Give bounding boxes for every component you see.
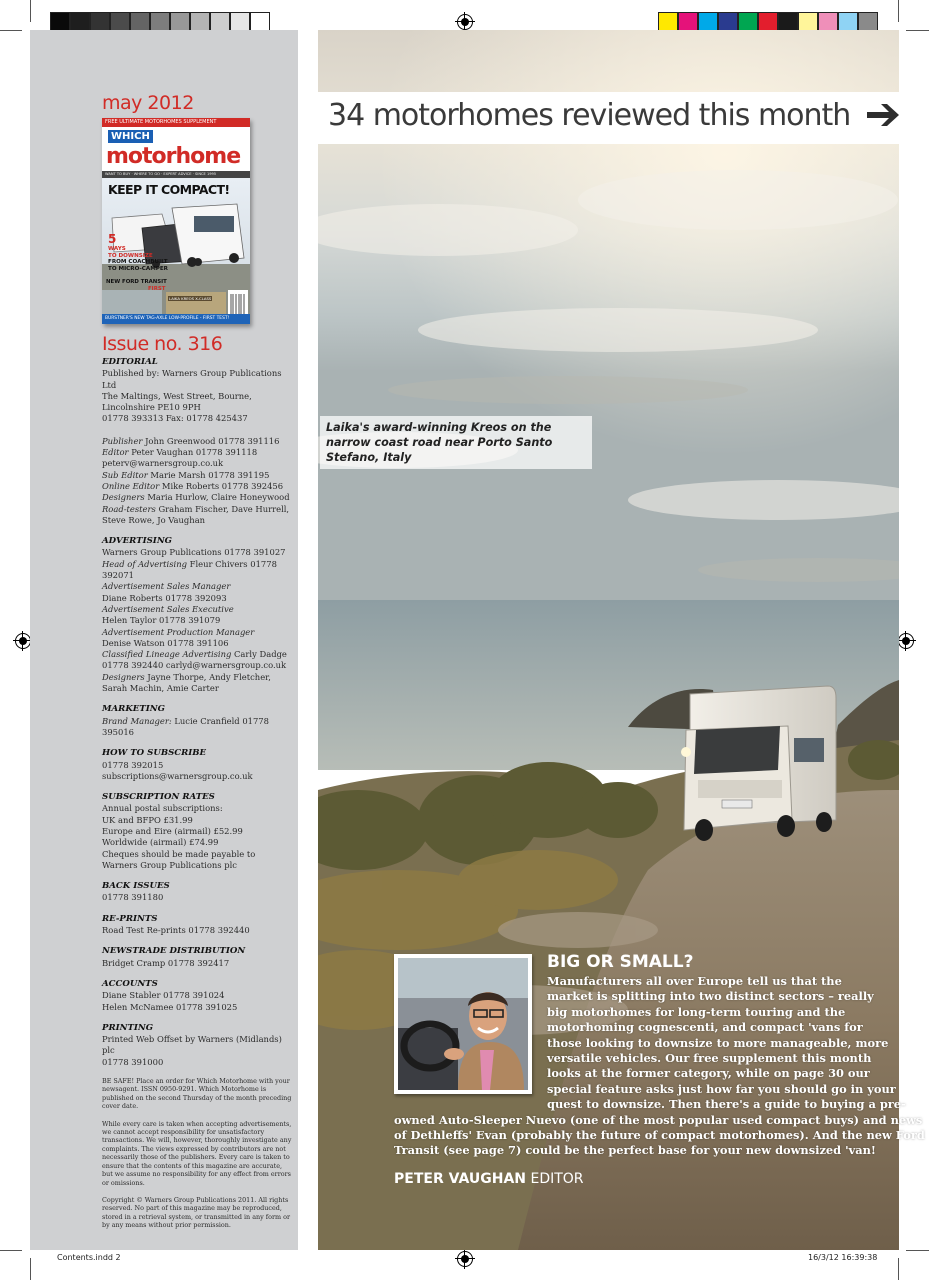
credits-line: Cheques should be made payable to (102, 848, 256, 859)
issue-number: Issue no. 316 (102, 333, 223, 355)
credits-role-line (102, 672, 292, 683)
credits-role-line (102, 604, 292, 615)
headline (328, 98, 905, 133)
credits-line: Lincolnshire PE10 9PH (102, 402, 201, 413)
credits-role-line (102, 481, 292, 492)
crop-mark (30, 0, 31, 22)
editor-signature (394, 1171, 584, 1187)
headline-text: 34 motorhomes reviewed this month (328, 98, 851, 133)
cover-title: motorhome (106, 144, 241, 169)
credits-role: Brand Manager: (102, 715, 172, 726)
credits-role: Sub Editor (102, 469, 148, 480)
registration-mark-right (898, 633, 914, 649)
crop-mark (906, 1250, 929, 1251)
credits-line: 01778 392440 carlyd@warnersgroup.co.uk (102, 660, 287, 671)
process-swatch (698, 12, 718, 32)
cover-sell-line: FROM COACHBUILT (108, 259, 168, 266)
registration-mark-top (457, 14, 473, 30)
crop-mark (898, 1258, 899, 1280)
credits-role: Designers (102, 492, 145, 503)
magazine-cover (102, 118, 250, 324)
editor-role: EDITOR (530, 1171, 584, 1187)
editorial-line: Transit (see page 7) could be the perfect base for your new downsized 'van! (394, 1143, 876, 1158)
editorial-line: owned Auto-Sleeper Nuevo (one of the most popular used compact buys) and news (394, 1112, 923, 1127)
credits-role-line (102, 470, 292, 481)
cover-ford-label: NEW FORD TRANSIT (106, 279, 167, 285)
greyscale-colour-bar (50, 12, 270, 32)
process-swatch (778, 12, 798, 32)
editorial-line: special feature asks just how far you should go in your (547, 1081, 896, 1096)
cover-sell-number: 5 (108, 232, 117, 246)
credits-line: peterv@warnersgroup.co.uk (102, 458, 224, 469)
credits-line: Diane Stabler 01778 391024 (102, 990, 225, 1001)
credits-role-line (102, 492, 292, 503)
credits-line: 01778 392015 subscriptions@warnersgroup.co.uk (102, 759, 253, 781)
editorial-line: big motorhomes for long-term touring and the (547, 1004, 846, 1019)
photo-caption: Laika's award-winning Kreos on the narrow coast road near Porto Santo Stefano, Italy (320, 416, 592, 469)
credits-role: Editor (102, 447, 129, 458)
cover-sell-text (108, 246, 168, 272)
small-print: BE SAFE! Place an order for Which Motorhome with your newsagent. ISSN 0950-9291. Which Motorhome is published on the second Thursday of the month preceding cover date. (102, 1077, 292, 1111)
credits-role: Head of Advertising (102, 558, 187, 569)
grey-swatch (90, 12, 110, 32)
grey-swatch (190, 12, 210, 32)
grey-swatch (70, 12, 90, 32)
arrow-right-icon (865, 101, 905, 129)
cover-strap: WANT TO BUY · WHERE TO GO · EXPERT ADVICE · SINCE 1995 (102, 171, 250, 178)
credits-heading: HOW TO SUBSCRIBE (102, 748, 207, 759)
process-swatch (678, 12, 698, 32)
credits-line: 01778 391180 (102, 892, 164, 903)
credits-role-line (102, 436, 292, 447)
cover-laika-label: LAIKA KREOS X-CLASS (169, 296, 212, 301)
crop-mark (0, 1250, 22, 1251)
process-swatch (718, 12, 738, 32)
credits-person: Graham Fischer, Dave Hurrell, (155, 503, 290, 514)
process-swatch (738, 12, 758, 32)
credits-person: Mike Roberts 01778 392456 (159, 480, 284, 491)
grey-swatch (230, 12, 250, 32)
credits-role: Classified Lineage Advertising (102, 649, 232, 660)
grey-swatch (150, 12, 170, 32)
credits-line: Steve Rowe, Jo Vaughan (102, 514, 206, 525)
credits-person: Lucie Cranfield 01778 395016 (102, 715, 269, 737)
slug-timestamp: 16/3/12 16:39:38 (808, 1253, 878, 1262)
credits-person: Carly Dadge (231, 649, 287, 660)
credits-heading: PRINTING (102, 1022, 154, 1033)
registration-mark-left (15, 633, 31, 649)
credits-role-line (102, 447, 292, 458)
credits-line: Bridget Cramp 01778 392417 (102, 957, 230, 968)
editor-name: PETER VAUGHAN (394, 1171, 527, 1187)
crop-mark (906, 30, 929, 31)
credits-block (102, 357, 292, 1230)
credits-person: John Greenwood 01778 391116 (142, 435, 280, 446)
credits-role: Advertisement Sales Executive (102, 603, 234, 614)
credits-line: Europe and Eire (airmail) £52.99 (102, 825, 243, 836)
credits-line: Printed Web Offset by Warners (Midlands) plc (102, 1034, 282, 1056)
editorial-line: those looking to downsize to more manageable, more (547, 1035, 889, 1050)
credits-person: Maria Hurlow, Claire Honeywood (144, 492, 290, 503)
credits-heading: MARKETING (102, 704, 165, 715)
credits-heading: ACCOUNTS (102, 978, 158, 989)
crop-mark (898, 0, 899, 22)
editor-portrait (394, 954, 532, 1094)
editorial-line: looks at the former category, while on page 30 our (547, 1066, 870, 1081)
credits-heading: RE-PRINTS (102, 913, 158, 924)
editorial-line: of Dethleffs' Evan (probably the future of compact motorhomes). And the new Ford (394, 1128, 925, 1142)
grey-swatch (130, 12, 150, 32)
process-swatch (818, 12, 838, 32)
process-swatch (838, 12, 858, 32)
credits-line: Warners Group Publications 01778 391027 (102, 547, 286, 558)
credits-role: Advertisement Production Manager (102, 626, 255, 637)
editor-photo-image (398, 958, 528, 1090)
cover-sell-line: TO MICRO-CAMPER (108, 265, 168, 272)
credits-person: Jayne Thorpe, Andy Fletcher, (144, 671, 271, 682)
slug-file-name: Contents.indd 2 (57, 1253, 121, 1262)
credits-role-line (102, 559, 292, 582)
registration-mark-bottom (457, 1251, 473, 1267)
small-print: While every care is taken when accepting advertisements, we cannot accept responsibility for unsatisfactory transactions. We will, however, thoroughly investigate any complaints. The views expressed by contributors are not necessarily those of the publishers. Every care is taken to ensure that the contents of this magazine are accurate, but we assume no responsibility for any effect from errors or omissions. (102, 1119, 292, 1187)
motorhome (681, 686, 836, 841)
credits-line: The Maltings, West Street, Bourne, (102, 390, 252, 401)
crop-mark (30, 1258, 31, 1280)
credits-gap (102, 425, 292, 436)
credits-line: Published by: Warners Group Publications Ltd (102, 368, 282, 390)
process-swatch (658, 12, 678, 32)
credits-role: Road-testers (102, 503, 156, 514)
cover-banner: FREE ULTIMATE MOTORHOMES SUPPLEMENT (102, 118, 250, 127)
small-print: Copyright © Warners Group Publications 2011. All rights reserved. No part of this magazine may be reproduced, stored in a retrieval system, or transmitted in any form or by any means without prior permission. (102, 1195, 291, 1230)
crop-mark (0, 30, 22, 31)
credits-role: Designers (102, 671, 145, 682)
credits-line: UK and BFPO £31.99 (102, 814, 193, 825)
credits-role: Advertisement Sales Manager (102, 581, 231, 592)
credits-heading: ADVERTISING (102, 536, 173, 547)
editorial-heading: BIG OR SMALL? (547, 952, 694, 972)
credits-line: Helen McNamee 01778 391025 (102, 1001, 238, 1012)
cover-footer: BURSTNER'S NEW TAG-AXLE LOW-PROFILE - FIRST TEST! (102, 314, 250, 324)
cover-first-badge: FIRST (148, 286, 166, 292)
credits-line: Sarah Machin, Amie Carter (102, 683, 219, 694)
editorial-line: versatile vehicles. Our free supplement this month (547, 1051, 872, 1065)
credits-role-line (102, 627, 292, 638)
editorial-line: quest to downsize. Then there's a guide to buying a pre- (547, 1097, 906, 1112)
credits-role: Online Editor (102, 480, 160, 491)
credits-role-line (102, 504, 292, 515)
grey-swatch (210, 12, 230, 32)
cover-headline: KEEP IT COMPACT! (108, 182, 230, 197)
process-colour-bar (658, 12, 878, 32)
credits-line: Diane Roberts 01778 392093 (102, 592, 227, 603)
cover-sell-line: WAYS (108, 246, 126, 252)
grey-swatch (250, 12, 270, 32)
credits-line: 01778 391000 (102, 1056, 164, 1067)
grey-swatch (170, 12, 190, 32)
editorial-line: motorhoming cognescenti, and compact 'vans for (547, 1020, 863, 1035)
issue-date: may 2012 (102, 92, 194, 114)
credits-line: Road Test Re-prints 01778 392440 (102, 925, 250, 936)
process-swatch (858, 12, 878, 32)
cover-which-logo: WHICH (108, 130, 153, 143)
credits-role-line (102, 649, 292, 660)
process-swatch (798, 12, 818, 32)
credits-heading: EDITORIAL (102, 357, 158, 367)
credits-role-line (102, 581, 292, 592)
credits-heading: SUBSCRIPTION RATES (102, 792, 215, 803)
credits-person: Fleur Chivers 01778 392071 (102, 558, 277, 581)
credits-line: Worldwide (airmail) £74.99 (102, 837, 219, 848)
credits-line: 01778 393313 Fax: 01778 425437 (102, 413, 248, 424)
cover-sell-line: TO DOWNSIZE (108, 252, 153, 259)
credits-line: Denise Watson 01778 391106 (102, 637, 229, 648)
credits-heading: NEWSTRADE DISTRIBUTION (102, 946, 246, 957)
credits-heading: BACK ISSUES (102, 881, 170, 892)
credits-role: Publisher (102, 435, 143, 446)
grey-swatch (50, 12, 70, 32)
credits-role-line (102, 716, 292, 739)
editorial-line: Manufacturers all over Europe tell us that the (547, 974, 842, 988)
editorial-line: market is splitting into two distinct sectors – really (547, 989, 874, 1004)
credits-line: Helen Taylor 01778 391079 (102, 615, 221, 626)
credits-line: Warners Group Publications plc (102, 859, 237, 870)
grey-swatch (110, 12, 130, 32)
credits-person: Peter Vaughan 01778 391118 (128, 447, 258, 458)
credits-person: Marie Marsh 01778 391195 (147, 469, 270, 480)
process-swatch (758, 12, 778, 32)
credits-line: Annual postal subscriptions: (102, 803, 223, 814)
